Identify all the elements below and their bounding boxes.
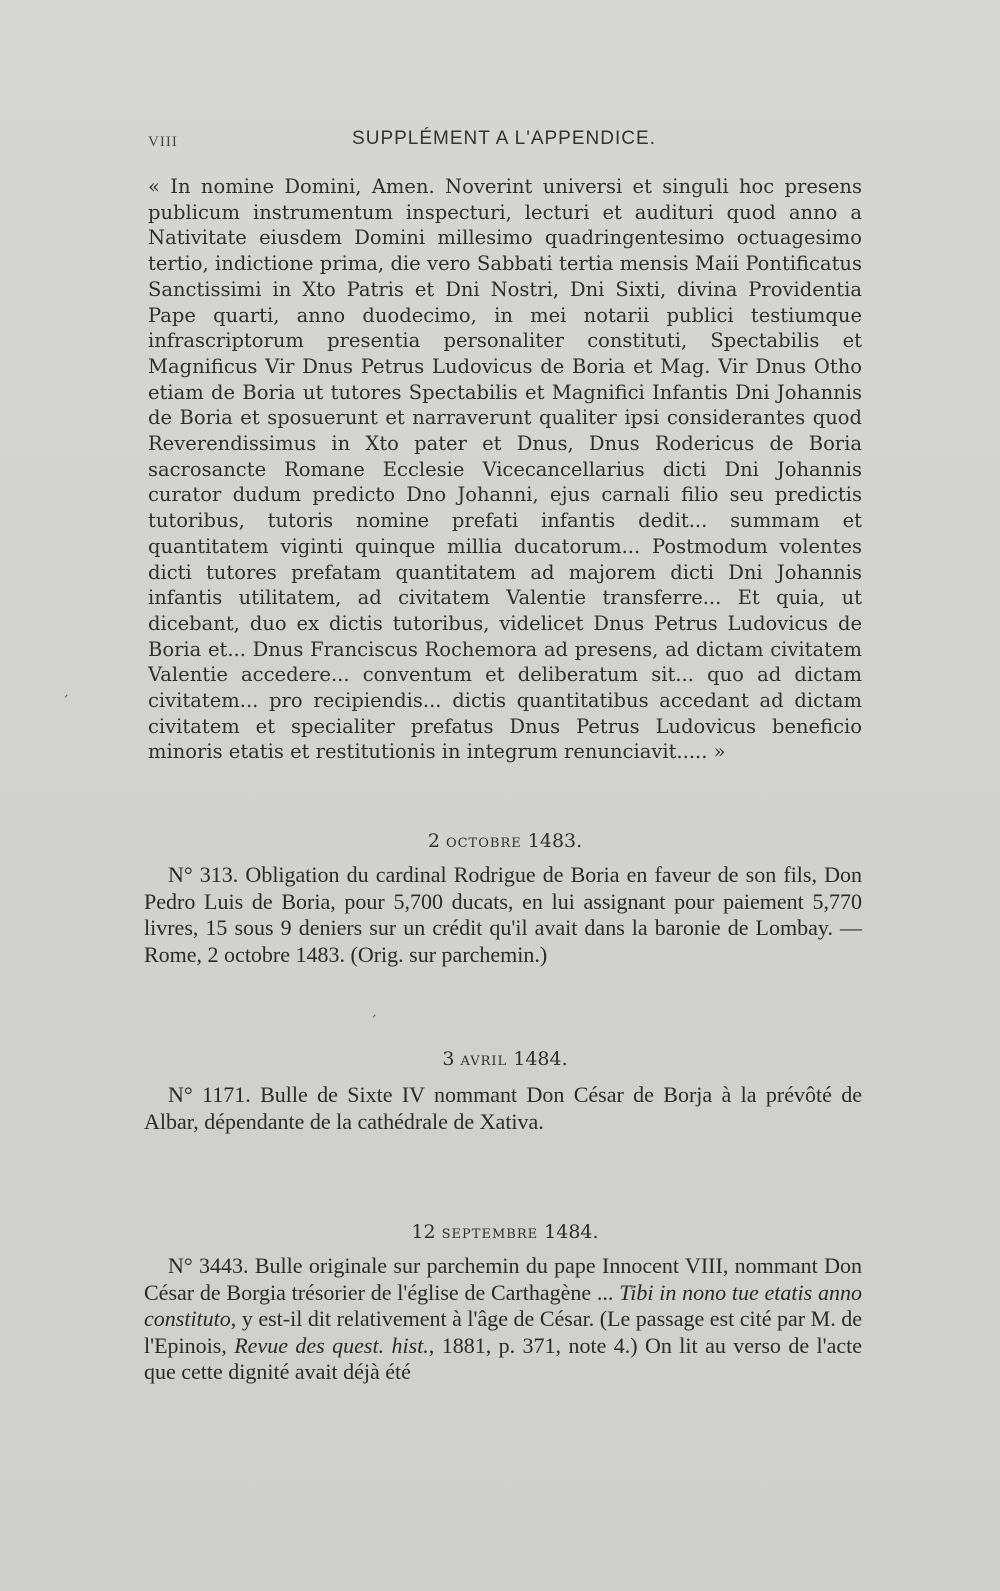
stray-mark: ˏ (370, 1002, 377, 1018)
page-folio: VIII (148, 134, 178, 150)
journal-title: Revue des quest. hist. (234, 1332, 429, 1358)
running-title: SUPPLÉMENT A L'APPENDICE. (352, 128, 656, 149)
date-month: OCTOBRE (445, 836, 522, 851)
date-year: 1484. (544, 1221, 599, 1243)
entry-text-part: N° 3443. Bulle originale sur parchemin du pape Innocent VIII, nommant Don César de Borgia trésorier de l'église de Carthagène ... (144, 1253, 862, 1305)
date-heading-1 (148, 830, 862, 852)
entry-text-part: , y est-il dit relativement à l'âge de César. (Le passage est cité par M. de l'Epinois, (144, 1306, 862, 1358)
entry-text-part: , 1881, p. 371, note 4.) On lit au verso de l'acte que cette dignité avait déjà été (144, 1332, 862, 1384)
date-heading-2 (148, 1048, 862, 1070)
date-month: SEPTEMBRE (441, 1227, 539, 1242)
entry-1171: N° 1171. Bulle de Sixte IV nommant Don César de Borja à la prévôté de Albar, dépendante de la cathédrale de Xativa. (144, 1082, 862, 1134)
date-year: 1483. (527, 830, 583, 852)
entry-3443 (144, 1253, 862, 1386)
latin-charter-text: « In nomine Domini, Amen. Noverint universi et singuli hoc presens publicum instrumentum inspecturi, lecturi et audituri quod anno a Nativitate eiusdem Domini millesimo quadringentesimo octuagesimo tertio, indictione prima, die vero Sabbati tertia mensis Maii Pontificatus Sanctissimi in Xto Patris et Dni Nostri, Dni Sixti, divina Providentia Pape quarti, anno duodecimo, in mei notarii publici testiumque infrascriptorum presentia personaliter constituti, Spectabilis et Magnificus Vir Dnus Petrus Ludovicus de Boria et Mag. Vir Dnus Otho etiam de Boria ut tutores Spectabilis et Magnifici Infantis Dni Johannis de Boria et sposuerunt et narraverunt qualiter ipsi considerantes quod Reverendissimus in Xto pater et Dnus, Dnus Rodericus de Boria sacrosancte Romane Ecclesie Vicecancellarius dicti Dni Johannis curator dudum predicto Dno Johanni, ejus carnali filio seu predictis tutoribus, tutoris nomine prefati infantis dedit... summam et quantitatem viginti quinque millia ducatorum... Postmodum volentes dicti tutores prefatam quantitatem ad majorem dicti Dni Johannis infantis utilitatem, ad civitatem Valentie transferre... Et quia, ut dicebant, duo ex dictis tutoribus, videlicet Dnus Petrus Ludovicus de Boria et... Dnus Franciscus Rochemora ad presens, ad dictam civitatem Valentie accedere... conventum et deliberatum sit... quo ad dictam civitatem... pro recipiendis... dictis quantitatibus accedant ad dictam civitatem et specialiter prefatus Dnus Petrus Ludovicus beneficio minoris etatis et restitutionis in integrum renunciavit..... » (148, 175, 862, 764)
entry-313: N° 313. Obligation du cardinal Rodrigue de Boria en faveur de son fils, Don Pedro Luis de Boria, pour 5,700 ducats, en lui assignant pour paiement 5,770 livres, 15 sous 9 deniers sur un crédit qu'il avait dans la baronie de Lombay. — Rome, 2 octobre 1483. (Orig. sur parchemin.) (144, 862, 862, 967)
date-day: 3 (442, 1048, 455, 1070)
date-heading-3 (148, 1221, 862, 1243)
date-day: 12 (411, 1221, 436, 1243)
date-year: 1484. (513, 1048, 568, 1070)
page-header (148, 128, 860, 158)
date-day: 2 (427, 830, 440, 852)
stray-mark: ˏ (62, 682, 69, 698)
date-month: AVRIL (460, 1054, 508, 1069)
latin-quote: Tibi in nono tue etatis anno constituto (144, 1279, 862, 1331)
